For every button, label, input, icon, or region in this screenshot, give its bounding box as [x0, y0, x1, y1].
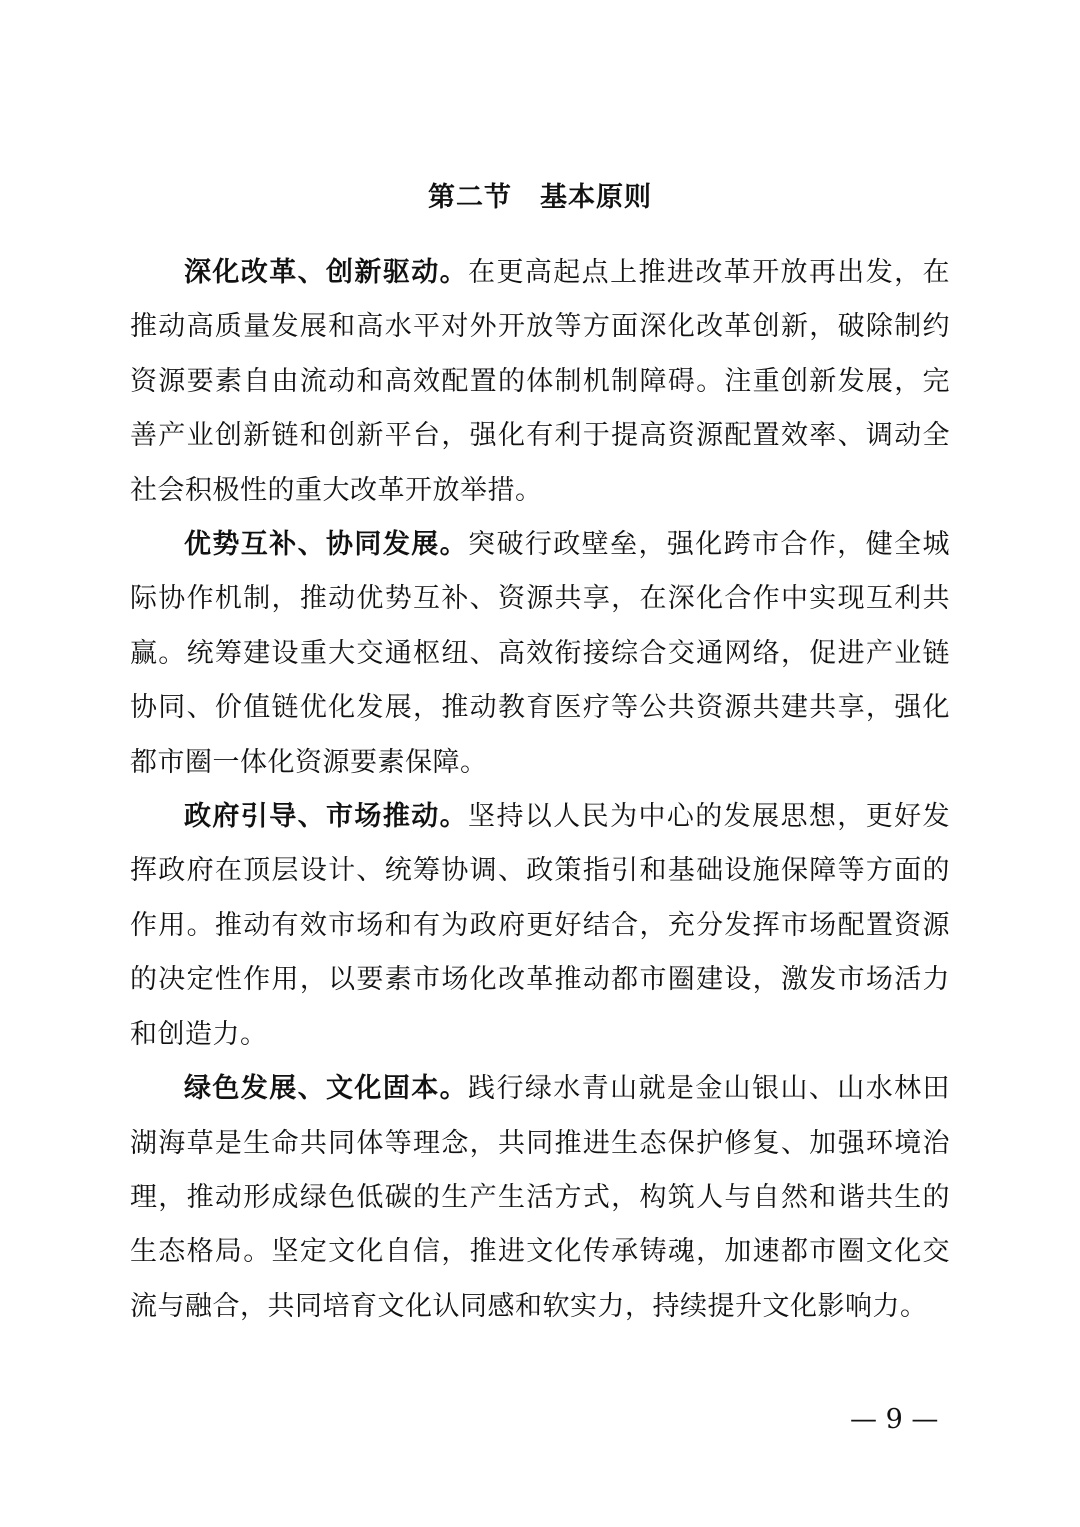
body-text	[130, 246, 950, 1334]
paragraph-body: 坚持以人民为中心的发展思想，更好发挥政府在顶层设计、统筹协调、政策指引和基础设施保障等方面的作用。推动有效市场和有为政府更好结合，充分发挥市场配置资源的决定性作用，以要素市场化改革推动都市圈建设，激发市场活力和创造力。	[130, 801, 951, 1050]
paragraph-green-culture	[130, 1062, 950, 1334]
paragraph-lead: 深化改革、创新驱动。	[184, 257, 469, 288]
paragraph-body: 践行绿水青山就是金山银山、山水林田湖海草是生命共同体等理念，共同推进生态保护修复、加强环境治理，推动形成绿色低碳的生产生活方式，构筑人与自然和谐共生的生态格局。坚定文化自信，推进文化传承铸魂，加速都市圈文化交流与融合，共同培育文化认同感和软实力，持续提升文化影响力。	[130, 1073, 951, 1322]
paragraph-lead: 政府引导、市场推动。	[184, 801, 469, 833]
paragraph-complementary-development	[130, 518, 950, 790]
page-number: — 9 —	[850, 1404, 939, 1435]
paragraph-body: 突破行政壁垒，强化跨市合作，健全城际协作机制，推动优势互补、资源共享，在深化合作中实现互利共赢。统筹建设重大交通枢纽、高效衔接综合交通网络，促进产业链协同、价值链优化发展，推动教育医疗等公共资源共建共享，强化都市圈一体化资源要素保障。	[130, 529, 951, 778]
paragraph-lead: 绿色发展、文化固本。	[184, 1073, 469, 1105]
section-title: 第二节 基本原则	[428, 182, 652, 213]
paragraph-body: 在更高起点上推进改革开放再出发，在推动高质量发展和高水平对外开放等方面深化改革创新，破除制约资源要素自由流动和高效配置的体制机制障碍。注重创新发展，完善产业创新链和创新平台，强化有利于提高资源配置效率、调动全社会积极性的重大改革开放举措。	[130, 257, 951, 506]
paragraph-government-market	[130, 790, 950, 1062]
paragraph-lead: 优势互补、协同发展。	[184, 529, 469, 561]
paragraph-reform-innovation	[130, 246, 950, 518]
